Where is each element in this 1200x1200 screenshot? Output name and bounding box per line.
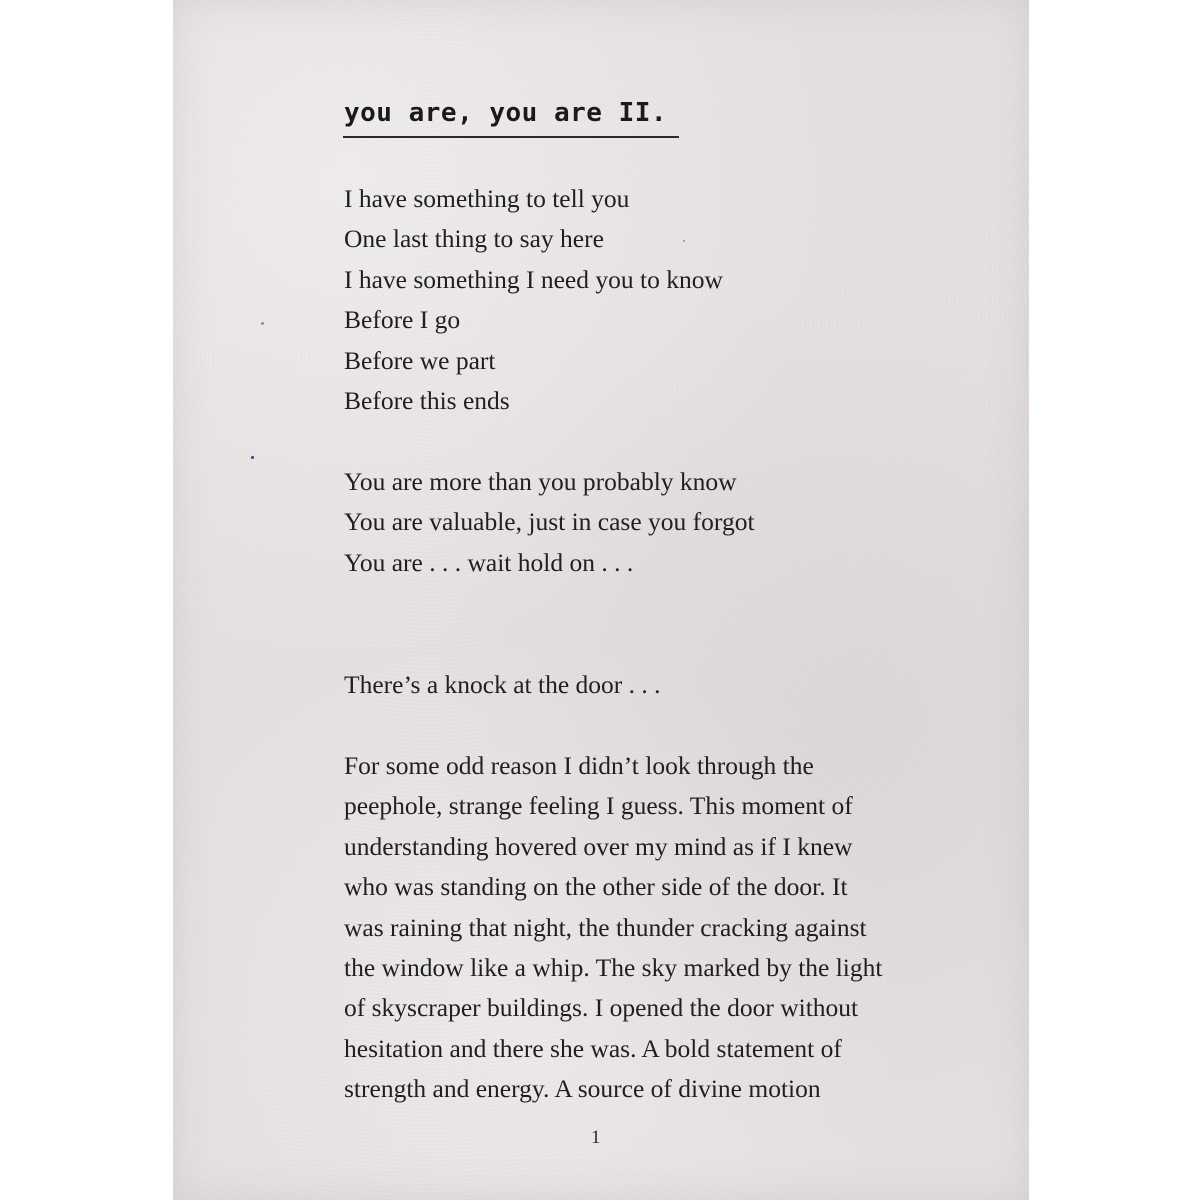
paper-page bbox=[173, 0, 1029, 1200]
paper-speck bbox=[251, 456, 254, 459]
stanza-line: Before I go bbox=[344, 305, 461, 335]
stanza-1 bbox=[344, 179, 723, 421]
stanza-line: One last thing to say here bbox=[344, 224, 604, 254]
prose-line: strength and energy. A source of divine motion bbox=[344, 1074, 821, 1104]
prose-line: the window like a whip. The sky marked by the light bbox=[344, 952, 883, 982]
prose-line: was raining that night, the thunder cracking against bbox=[344, 912, 867, 942]
prose-line: who was standing on the other side of the door. It bbox=[344, 872, 848, 902]
stanza-line: You are more than you probably know bbox=[344, 467, 737, 496]
page-number: 1 bbox=[591, 1127, 601, 1148]
prose-line: For some odd reason I didn’t look through the bbox=[344, 751, 814, 780]
prose-line: peephole, strange feeling I guess. This moment of bbox=[344, 791, 853, 821]
prose-paragraph bbox=[344, 746, 934, 1110]
stanza-2 bbox=[344, 462, 755, 583]
stanza-line: You are . . . wait hold on . . . bbox=[344, 547, 634, 577]
prose-line: understanding hovered over my mind as if I knew bbox=[344, 831, 853, 861]
prose-line: of skyscraper buildings. I opened the door without bbox=[344, 993, 859, 1023]
prose-line: hesitation and there she was. A bold statement of bbox=[344, 1033, 842, 1063]
paper-speck bbox=[683, 240, 685, 242]
paper-speck bbox=[261, 322, 264, 325]
stanza-line: I have something to tell you bbox=[344, 184, 630, 213]
stanza-line: I have something I need you to know bbox=[344, 264, 723, 294]
stanza-line: Before this ends bbox=[344, 385, 510, 415]
knock-line: There’s a knock at the door . . . bbox=[344, 670, 661, 699]
title-underline bbox=[343, 136, 679, 138]
poem-title: you are, you are II. bbox=[344, 98, 668, 128]
stanza-line: You are valuable, just in case you forgot bbox=[344, 507, 755, 537]
stanza-line: Before we part bbox=[344, 345, 496, 375]
